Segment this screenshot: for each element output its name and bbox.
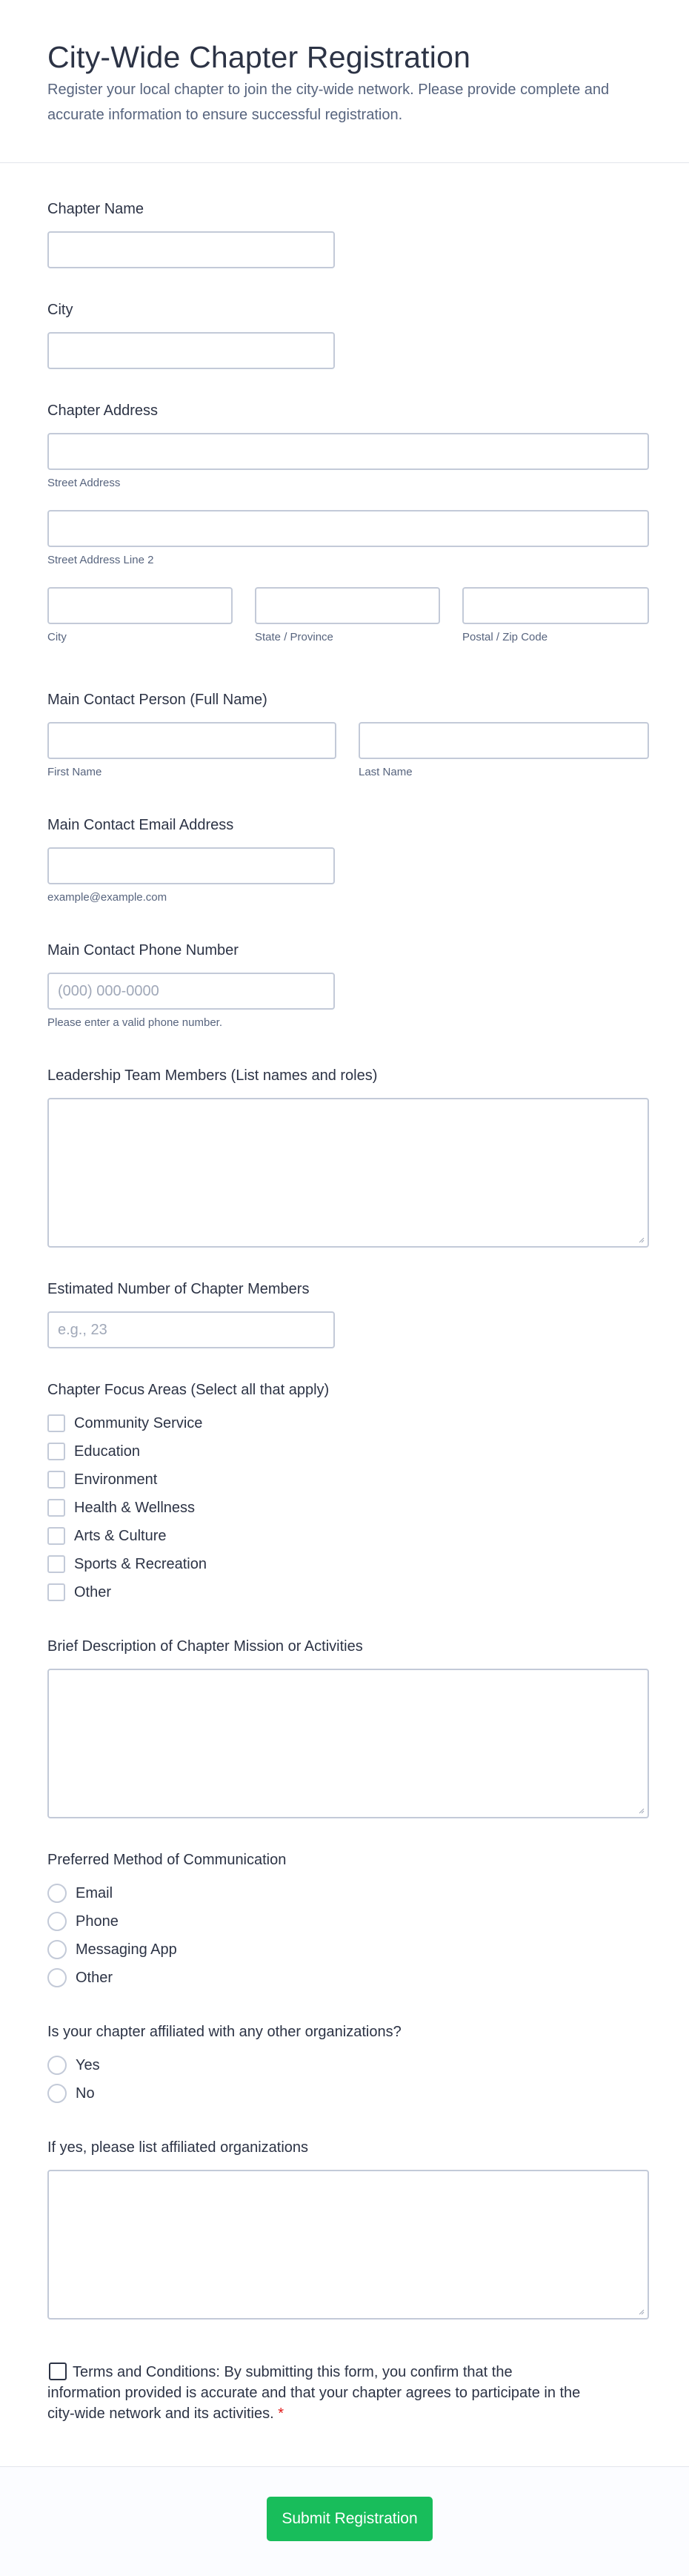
affiliated-option-label: No (76, 2085, 95, 2102)
first-name-sublabel: First Name (47, 766, 102, 778)
description-textarea[interactable] (47, 1669, 649, 1818)
focus-option-label: Health & Wellness (74, 1499, 196, 1516)
description-field (47, 1636, 649, 1818)
phone-placeholder: (000) 000-0000 (58, 982, 159, 999)
radio[interactable] (47, 2056, 67, 2075)
communication-option-label: Phone (76, 1913, 119, 1930)
zip-group (462, 587, 649, 643)
city-field (47, 299, 335, 369)
street-address-line2-sublabel: Street Address Line 2 (47, 554, 154, 566)
focus-option-label: Community Service (74, 1414, 203, 1431)
email-sublabel: example@example.com (47, 891, 167, 904)
email-input[interactable] (47, 847, 335, 884)
focus-option[interactable] (47, 1522, 329, 1550)
phone-field (47, 940, 335, 1029)
members-input[interactable] (47, 1311, 335, 1348)
radio[interactable] (47, 1968, 67, 1987)
communication-option[interactable] (47, 1936, 286, 1964)
state-sublabel: State / Province (255, 631, 333, 643)
address-city-input[interactable] (47, 587, 233, 624)
terms-field (47, 2362, 581, 2424)
communication-option[interactable] (47, 1964, 286, 1992)
focus-label: Chapter Focus Areas (Select all that apply) (47, 1382, 330, 1398)
focus-option[interactable] (47, 1437, 329, 1466)
affiliated-field (47, 2022, 402, 2108)
chapter-address-field (47, 400, 649, 643)
zip-sublabel: Postal / Zip Code (462, 631, 548, 643)
form-footer (0, 2466, 689, 2576)
state-group (255, 587, 440, 643)
members-field (47, 1279, 335, 1348)
required-mark: * (278, 2406, 284, 2422)
communication-options (47, 1879, 286, 1992)
form-header (0, 0, 689, 163)
communication-option-label: Other (76, 1969, 113, 1986)
phone-input[interactable] (47, 973, 335, 1010)
focus-option[interactable] (47, 1578, 329, 1606)
focus-option-label: Other (74, 1583, 112, 1600)
description-label: Brief Description of Chapter Mission or Activities (47, 1638, 363, 1655)
checkbox[interactable] (47, 1555, 65, 1573)
terms-text: Terms and Conditions: By submitting this form, you confirm that the information provided is accurate and that your chapter agrees to participate in the city-wide network and its activities. (47, 2364, 581, 2422)
checkbox[interactable] (47, 1443, 65, 1460)
checkbox[interactable] (47, 1527, 65, 1545)
focus-options (47, 1409, 329, 1606)
focus-option-label: Education (74, 1443, 140, 1460)
state-input[interactable] (255, 587, 440, 624)
affiliated-option-no[interactable] (47, 2079, 402, 2108)
focus-field (47, 1380, 329, 1606)
contact-name-label: Main Contact Person (Full Name) (47, 692, 267, 708)
focus-option[interactable] (47, 1494, 329, 1522)
zip-input[interactable] (462, 587, 649, 624)
first-name-input[interactable] (47, 722, 336, 759)
street-address-input[interactable] (47, 433, 649, 470)
radio[interactable] (47, 1912, 67, 1931)
focus-option[interactable] (47, 1550, 329, 1578)
affiliated-list-field (47, 2137, 649, 2320)
focus-option-label: Environment (74, 1471, 158, 1488)
last-name-input[interactable] (359, 722, 649, 759)
terms-checkbox[interactable] (49, 2363, 67, 2380)
checkbox[interactable] (47, 1471, 65, 1489)
page-title: City-Wide Chapter Registration (47, 40, 471, 74)
city-input[interactable] (47, 332, 335, 369)
communication-field (47, 1850, 286, 1992)
focus-option-label: Arts & Culture (74, 1527, 167, 1544)
first-name-group (47, 722, 336, 778)
resize-handle-icon[interactable] (637, 2308, 645, 2315)
phone-sublabel: Please enter a valid phone number. (47, 1016, 222, 1029)
checkbox[interactable] (47, 1499, 65, 1517)
members-label: Estimated Number of Chapter Members (47, 1281, 310, 1297)
terms-block (47, 2362, 581, 2424)
street-address-sublabel: Street Address (47, 477, 121, 489)
page-subtitle: Register your local chapter to join the city-wide network. Please provide complete and accurate information to ensure successful registration. (47, 82, 610, 123)
affiliated-list-textarea[interactable] (47, 2170, 649, 2320)
chapter-name-field (47, 199, 335, 268)
contact-name-field (47, 689, 649, 778)
email-label: Main Contact Email Address (47, 817, 234, 833)
affiliated-option-label: Yes (76, 2056, 100, 2073)
affiliated-label: Is your chapter affiliated with any other organizations? (47, 2024, 402, 2040)
communication-option-label: Email (76, 1884, 113, 1901)
affiliated-options (47, 2051, 402, 2108)
contact-name-row (47, 722, 649, 778)
address-city-group (47, 587, 233, 643)
leadership-textarea[interactable] (47, 1098, 649, 1248)
chapter-name-label: Chapter Name (47, 201, 144, 217)
communication-label: Preferred Method of Communication (47, 1852, 287, 1868)
resize-handle-icon[interactable] (637, 1236, 645, 1243)
last-name-sublabel: Last Name (359, 766, 413, 778)
communication-option-label: Messaging App (76, 1941, 177, 1958)
submit-button[interactable]: Submit Registration (267, 2497, 433, 2541)
street-address-line2-input[interactable] (47, 510, 649, 547)
affiliated-list-label: If yes, please list affiliated organizations (47, 2139, 309, 2156)
focus-option[interactable] (47, 1409, 329, 1437)
leadership-field (47, 1065, 649, 1248)
chapter-address-label: Chapter Address (47, 403, 158, 419)
focus-option-label: Sports & Recreation (74, 1555, 207, 1572)
checkbox[interactable] (47, 1583, 65, 1601)
email-field (47, 815, 335, 904)
phone-label: Main Contact Phone Number (47, 942, 239, 958)
city-label: City (47, 302, 73, 318)
radio[interactable] (47, 1884, 67, 1903)
address-city-sublabel: City (47, 631, 67, 643)
radio[interactable] (47, 2084, 67, 2103)
communication-option[interactable] (47, 1879, 286, 1907)
focus-option[interactable] (47, 1466, 329, 1494)
checkbox[interactable] (47, 1414, 65, 1432)
last-name-group (359, 722, 649, 778)
members-placeholder: e.g., 23 (58, 1321, 107, 1338)
chapter-name-input[interactable] (47, 231, 335, 268)
resize-handle-icon[interactable] (637, 1807, 645, 1814)
address-row (47, 587, 649, 643)
leadership-label: Leadership Team Members (List names and roles) (47, 1067, 378, 1084)
radio[interactable] (47, 1940, 67, 1959)
affiliated-option-yes[interactable] (47, 2051, 402, 2079)
communication-option[interactable] (47, 1907, 286, 1936)
